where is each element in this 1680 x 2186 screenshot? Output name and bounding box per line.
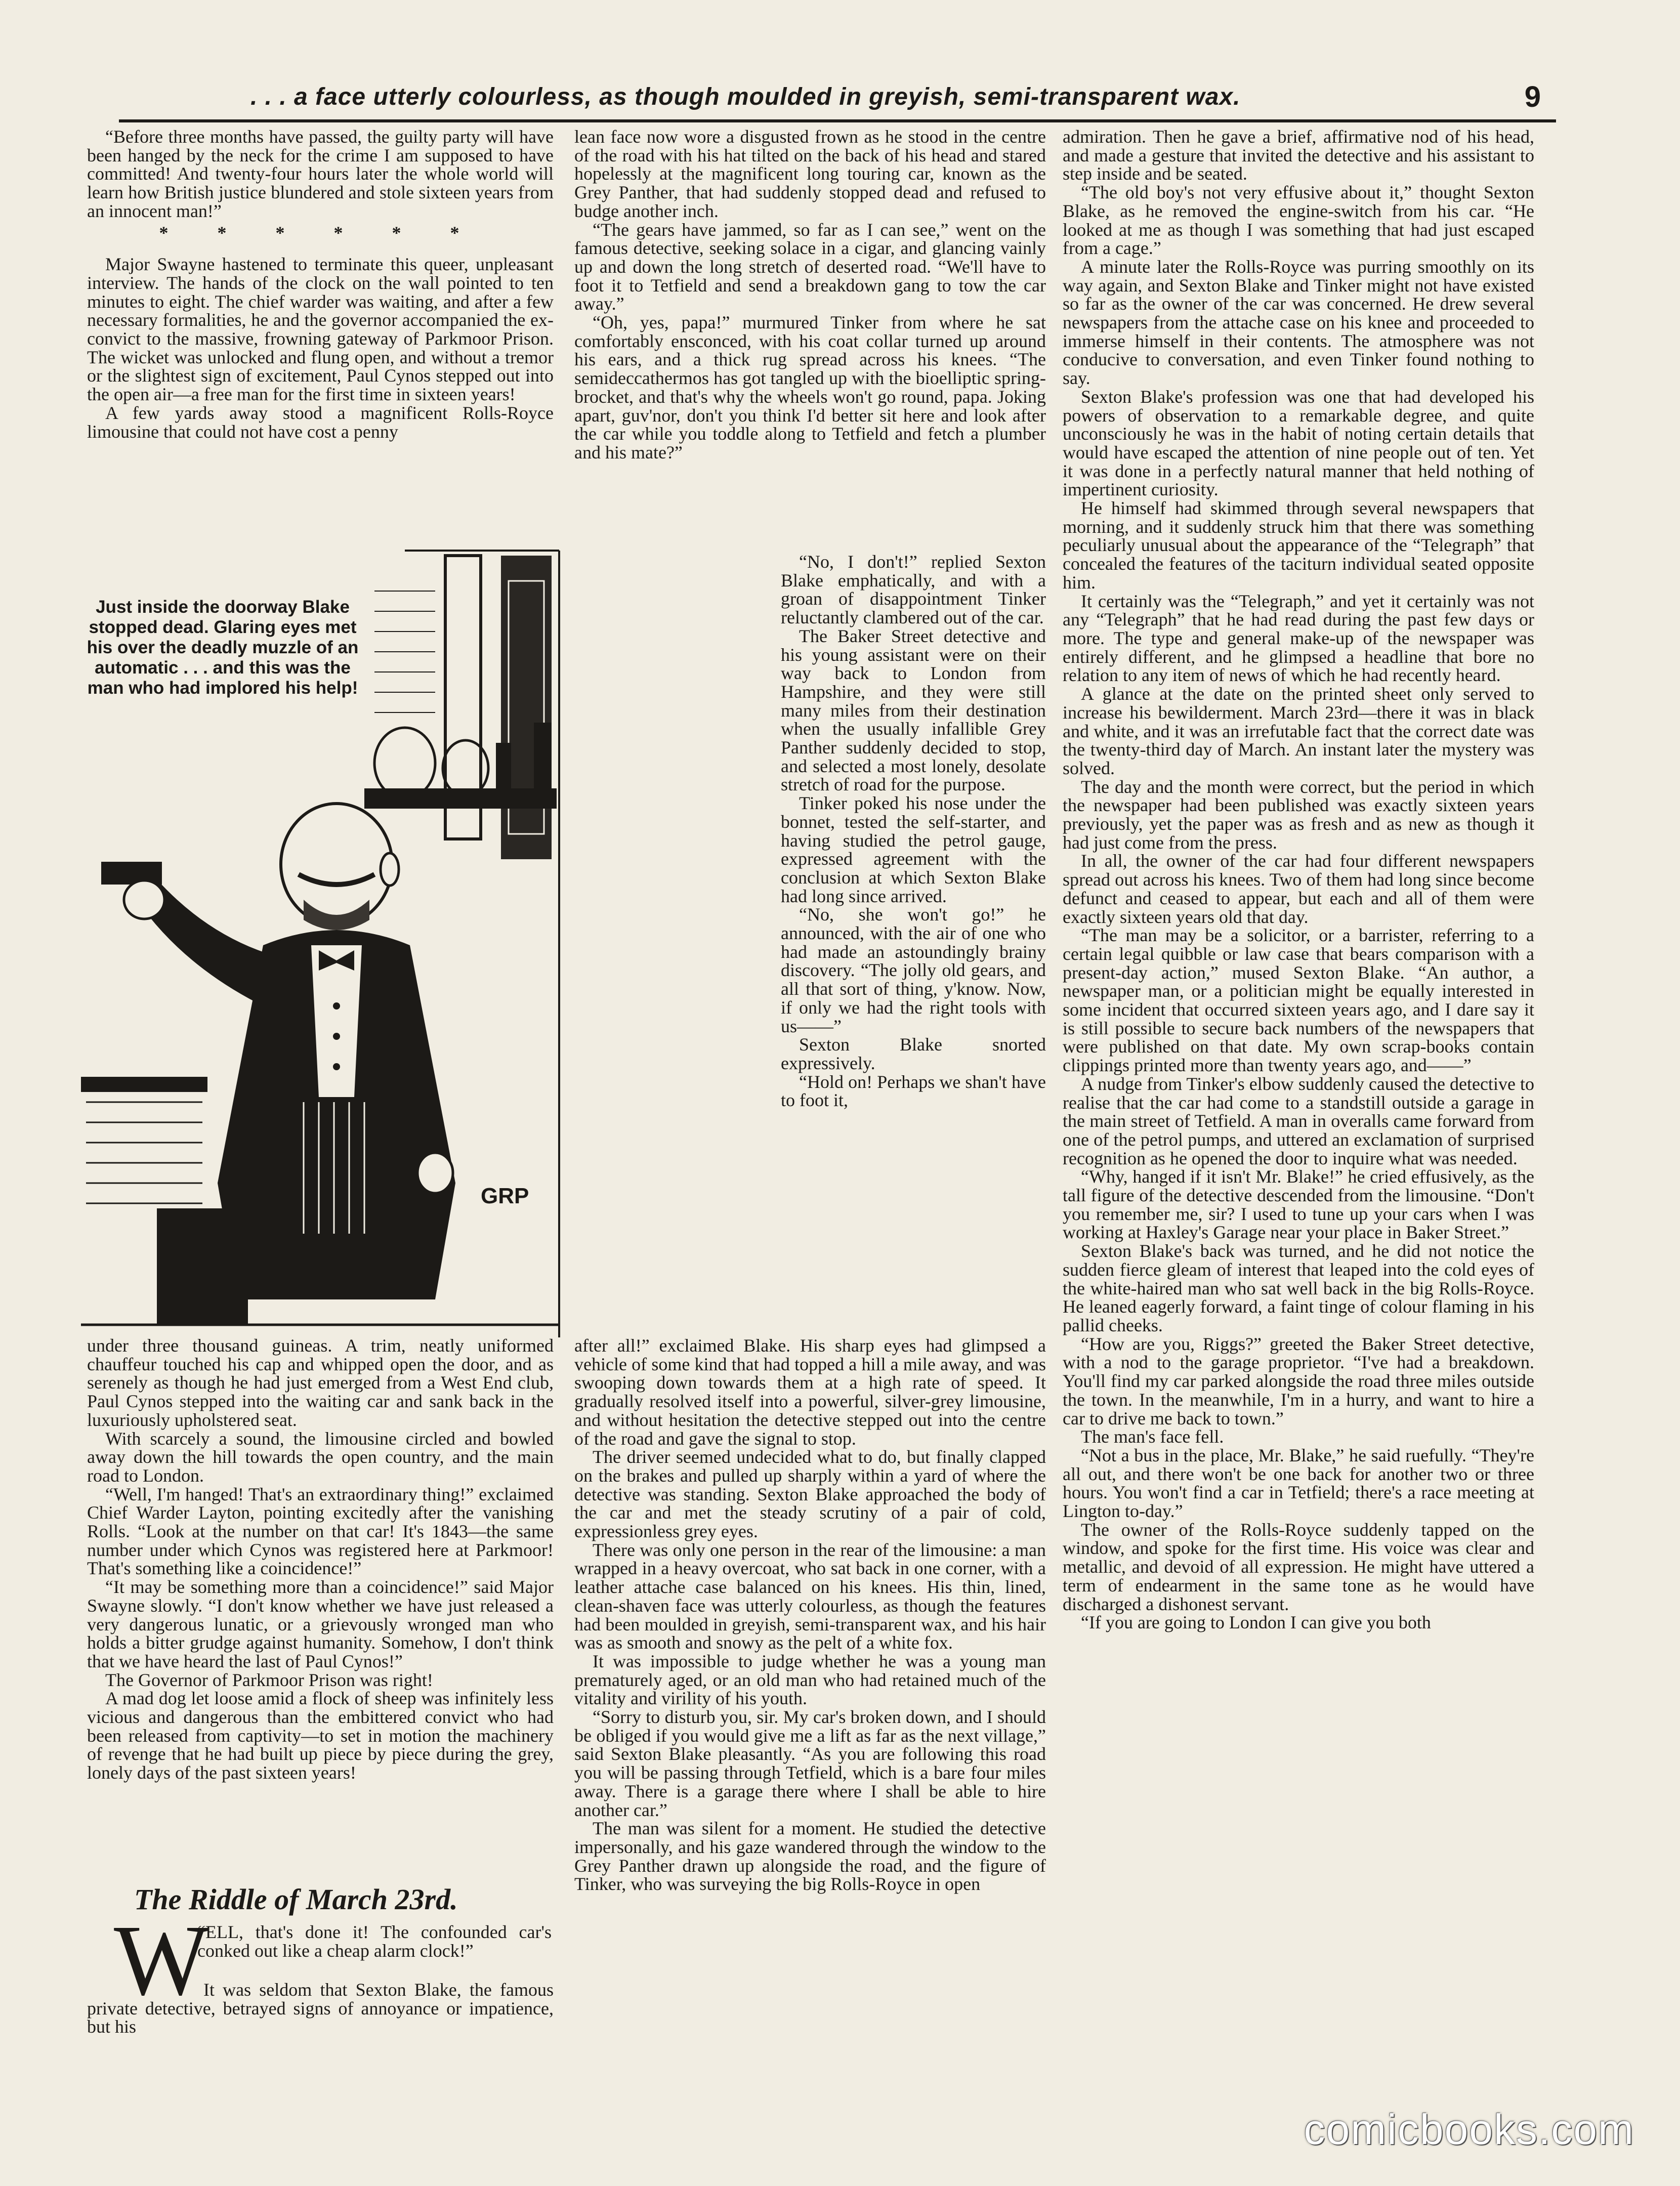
paragraph: The man's face fell. xyxy=(1081,1426,1224,1447)
paragraph: Tinker poked his nose under the bonnet, tested the self-starter, and having studied the petrol gauge, expressed agreement with the conclusion at which Sexton Blake had long since arrived. xyxy=(781,793,1046,906)
column-1-lower xyxy=(87,1336,554,1863)
section-break-stars: * * * * * * xyxy=(159,222,482,243)
section-heading: The Riddle of March 23rd. xyxy=(134,1883,458,1916)
paragraph: In all, the owner of the car had four different newspapers spread out across his knees. Two of them had long since become defunct and ceased to appear, but each and all of them were exactly sixteen years old that day. xyxy=(1063,851,1534,927)
paragraph: “No, I don't!” replied Sexton Blake emphatically, and with a groan of disappointment Tinker reluctantly clambered out of the car. xyxy=(781,552,1046,628)
column-2-narrow xyxy=(781,553,1046,1336)
paragraph: A minute later the Rolls-Royce was purring smoothly on its way again, and Sexton Blake and Tinker might not have existed so far as the owner of the car was concerned. He drew several newspapers from the attache case on his knee and proceeded to immerse himself in their contents. The atmosphere was not conducive to conversation, and even Tinker found nothing to say. xyxy=(1063,256,1534,389)
section-continued xyxy=(87,1980,554,2037)
paragraph: Sexton Blake snorted expressively. xyxy=(781,1034,1046,1073)
column-2-lower xyxy=(574,1336,1046,2045)
paragraph: “Hold on! Perhaps we shan't have to foot it, xyxy=(781,1071,1046,1111)
paragraph: “How are you, Riggs?” greeted the Baker Street detective, with a nod to the garage proprietor. “I've had a breakdown. You'll find my car parked alongside the road three miles outside the town. In the meanwhile, I'm in a hurry, and want to hire a car to drive me back to town.” xyxy=(1063,1333,1534,1428)
paragraph: “The gears have jammed, so far as I can see,” went on the famous detective, seeking solace in a cigar, and glancing vainly up and down the long stretch of deserted road. “We'll have to foot it to Tetfield and send a breakdown gang to tow the car away.” xyxy=(574,219,1046,314)
section-opening xyxy=(197,1923,552,1981)
paragraph: “No, she won't go!” he announced, with the air of one who had made an astoundingly brainy discovery. “The jolly old gears, and all that sort of thing, y'know. Now, if only we had the right tools with us——” xyxy=(781,904,1046,1036)
paragraph: He himself had skimmed through several newspapers that morning, and it suddenly struck him that there was something peculiarly unusual about the appearance of the “Telegraph” that concealed the features of the taciturn individual seated opposite him. xyxy=(1063,498,1534,593)
paragraph: The Baker Street detective and his young assistant were on their way back to London from Hampshire, and they were still many miles from their destination when the usually infallible Grey Panther suddenly decided to stop, and selected a most lonely, desolate stretch of road for the purpose. xyxy=(781,625,1046,795)
paragraph: “Well, I'm hanged! That's an extraordinary thing!” exclaimed Chief Warder Layton, pointing excitedly after the vanishing Rolls. “Look at the number on that car! It's 1843—the same number under which Cynos was registered here at Parkmoor! That's something like a coincidence!” xyxy=(87,1484,554,1579)
watermark: comicbooks.com xyxy=(1304,2106,1634,2153)
paragraph: admiration. Then he gave a brief, affirmative nod of his head, and made a gesture that invited the detective and his assistant to step inside and be seated. xyxy=(1063,127,1534,184)
page-number: 9 xyxy=(1524,80,1541,113)
paragraph: There was only one person in the rear of the limousine: a man wrapped in a heavy overcoat, who sat back in one corner, with a leather attache case balanced on his knees. His thin, lined, clean-shaven face was utterly colourless, as though the features had been moulded in greyish, semi-transparent wax, and his hair was as smooth and snowy as the pelt of a white fox. xyxy=(574,1539,1046,1653)
paragraph: A glance at the date on the printed sheet only served to increase his bewilderment. March 23rd—there it was in black and white, and it was an irrefutable fact that the correct date was the twenty-third day of March. An instant later the mystery was solved. xyxy=(1063,684,1534,778)
paragraph: “The old boy's not very effusive about it,” thought Sexton Blake, as he removed the engine-switch from his car. “He looked at me as though I was something that had just escaped from a cage.” xyxy=(1063,182,1534,259)
paragraph: “It may be something more than a coincidence!” said Major Swayne slowly. “I don't know whether we have just released a very dangerous lunatic, or a grievously wronged man who holds a bitter grudge against humanity. Somehow, I don't think that we have heard the last of Paul Cynos!” xyxy=(87,1577,554,1671)
paragraph: “Why, hanged if it isn't Mr. Blake!” he cried effusively, as the tall figure of the detective descended from the limousine. “Don't you remember me, sir? I used to tune up your cars when I was working at Haxley's Garage near your place in Baker Street.” xyxy=(1063,1166,1534,1243)
paragraph: The driver seemed undecided what to do, but finally clapped on the brakes and pulled up sharply within a yard of where the detective was standing. Sexton Blake approached the body of the car and met the steady scrutiny of a pair of cold, expressionless grey eyes. xyxy=(574,1447,1046,1542)
paragraph: under three thousand guineas. A trim, neatly uniformed chauffeur touched his cap and whipped open the door, and as serenely as though he had just emerged from a West End club, Paul Cynos stepped into the waiting car and sank back in the luxuriously upholstered seat. xyxy=(87,1335,554,1430)
paragraph: “If you are going to London I can give you both xyxy=(1081,1612,1431,1633)
paragraph: A nudge from Tinker's elbow suddenly caused the detective to realise that the car had come to a standstill outside a garage in the main street of Tetfield. A man in overalls came forward from one of the petrol pumps, and uttered an exclamation of surprised recognition as he opened the door to inquire what was needed. xyxy=(1063,1073,1534,1168)
paragraph: Major Swayne hastened to terminate this queer, unpleasant interview. The hands of the clock on the wall pointed to ten minutes to eight. The chief warder was waiting, and after a few necessary formalities, he and the governor accompanied the ex-convict to the massive, frowning gateway of Parkmoor Prison. The wicket was unlocked and flung open, and without a tremor or the slightest sign of excitement, Paul Cynos stepped out into the open air—a free man for the first time in sixteen years! xyxy=(87,254,554,405)
paragraph: Sexton Blake's profession was one that had developed his powers of observation to a remarkable degree, and quite unconsciously he was in the habit of noting certain details that would have escaped the attention of nine people out of ten. Yet it was done in a perfectly natural manner that held nothing of impertinent curiosity. xyxy=(1063,386,1534,500)
drop-cap: W xyxy=(114,1905,209,2016)
paragraph: lean face now wore a disgusted frown as he stood in the centre of the road with his hat tilted on the back of his head and stared hopelessly at the magnificent long touring car, known as the Grey Panther, that had suddenly stopped dead and refused to budge another inch. xyxy=(574,127,1046,221)
paragraph: The man was silent for a moment. He studied the detective impersonally, and his gaze wandered through the window to the Grey Panther drawn up alongside the road, and the figure of Tinker, who was surveying the big Rolls-Royce in open xyxy=(574,1818,1046,1895)
paragraph: With scarcely a sound, the limousine circled and bowled away down the hill towards the open country, and the main road to London. xyxy=(87,1428,554,1486)
paragraph: A few yards away stood a magnificent Rolls-Royce limousine that could not have cost a penny xyxy=(87,402,554,442)
paragraph: It was seldom that Sexton Blake, the famous private detective, betrayed signs of annoyance or impatience, but his xyxy=(87,1980,554,2037)
artist-signature: GRP xyxy=(481,1184,529,1208)
illustration-caption: Just inside the doorway Blake stopped dead. Glaring eyes met his over the deadly muzzle of an automatic . . . and this was the man who had implored his help! xyxy=(87,597,359,698)
column-2-top xyxy=(574,128,1046,553)
paragraph: A mad dog let loose amid a flock of sheep was infinitely less vicious and dangerous than the embittered convict who had been released from captivity—to set in motion the machinery of revenge that he had built up piece by piece during the grey, lonely days of the past sixteen years! xyxy=(87,1688,554,1783)
paragraph: “Before three months have passed, the guilty party will have been hanged by the neck for the crime I am supposed to have committed! And twenty-four hours later the whole world will learn how British justice blundered and stole sixteen years from an innocent man!” xyxy=(87,127,554,221)
paragraph: “Not a bus in the place, Mr. Blake,” he said ruefully. “They're all out, and there won't be one back for another two or three hours. You won't find a car in Tetfield; there's a race meeting at Lington to-day.” xyxy=(1063,1445,1534,1522)
column-1-top xyxy=(87,128,554,537)
header-rule xyxy=(119,119,1556,122)
paragraph: Sexton Blake's back was turned, and he did not notice the sudden fierce gleam of interest that leaped into the cold eyes of the white-haired man who sat well back in the big Rolls-Royce. He leaned eagerly forward, a faint tinge of colour flaming in his pallid cheeks. xyxy=(1063,1241,1534,1335)
paragraph: The owner of the Rolls-Royce suddenly tapped on the window, and spoke for the first time. His voice was clear and metallic, and devoid of all expression. He might have uttered a term of endearment in the same tone as he would have discharged a dishonest servant. xyxy=(1063,1519,1534,1614)
paragraph: “Sorry to disturb you, sir. My car's broken down, and I should be obliged if you would give me a lift as far as the next village,” said Sexton Blake pleasantly. “As you are following this road you will be passing through Tetfield, which is a bare four miles away. There is a garage there where I shall be able to hire another car.” xyxy=(574,1707,1046,1820)
paragraph: after all!” exclaimed Blake. His sharp eyes had glimpsed a vehicle of some kind that had topped a hill a mile away, and was swooping down towards them at a high rate of speed. It gradually resolved itself into a powerful, silver-grey limousine, and without hesitation the detective stepped out into the centre of the road and gave the signal to stop. xyxy=(574,1335,1046,1449)
paragraph: “Oh, yes, papa!” murmured Tinker from where he sat comfortably ensconced, with his coat collar turned up around his ears, and a thick rug spread across his knees. “The semideccathermos has got tangled up with the bioelliptic spring-brocket, and that's why the wheels won't go round, papa. Joking apart, guv'nor, don't you think I'd better sit here and look after the car while you toddle along to Tetfield and fetch a plumber and his mate?” xyxy=(574,312,1046,463)
paragraph: “The man may be a solicitor, or a barrister, referring to a certain legal quibble or law case that bears comparison with a present-day action,” mused Sexton Blake. “An author, a newspaper man, or a politician might be equally interested in some incident that occurred sixteen years ago, and I dare say it is still possible to secure back numbers of the newspapers that were published on that date. My own scrap-books contain clippings printed more than twenty years ago, and——” xyxy=(1063,925,1534,1076)
running-header xyxy=(119,80,1541,119)
column-3 xyxy=(1063,128,1534,2045)
paragraph: The day and the month were correct, but the period in which the newspaper had been published was exactly sixteen years previously, yet the paper was as fresh and as new as though it had just come from the press. xyxy=(1063,776,1534,853)
paragraph: It was impossible to judge whether he was a young man prematurely aged, or an old man who had retained much of the vitality and virility of his youth. xyxy=(574,1651,1046,1709)
paragraph: The Governor of Parkmoor Prison was right! xyxy=(105,1669,433,1690)
paragraph: “ELL, that's done it! The confounded car's conked out like a cheap alarm clock!” xyxy=(197,1922,552,1961)
running-title: . . . a face utterly colourless, as though moulded in greyish, semi-transparent wax. xyxy=(250,83,1241,110)
paragraph: It certainly was the “Telegraph,” and yet it certainly was not any “Telegraph” that he had read during the past few days or more. The type and general make-up of the newspaper was entirely different, and he glimpsed a headline that bore no relation to any item of news of which he had recently heard. xyxy=(1063,591,1534,686)
